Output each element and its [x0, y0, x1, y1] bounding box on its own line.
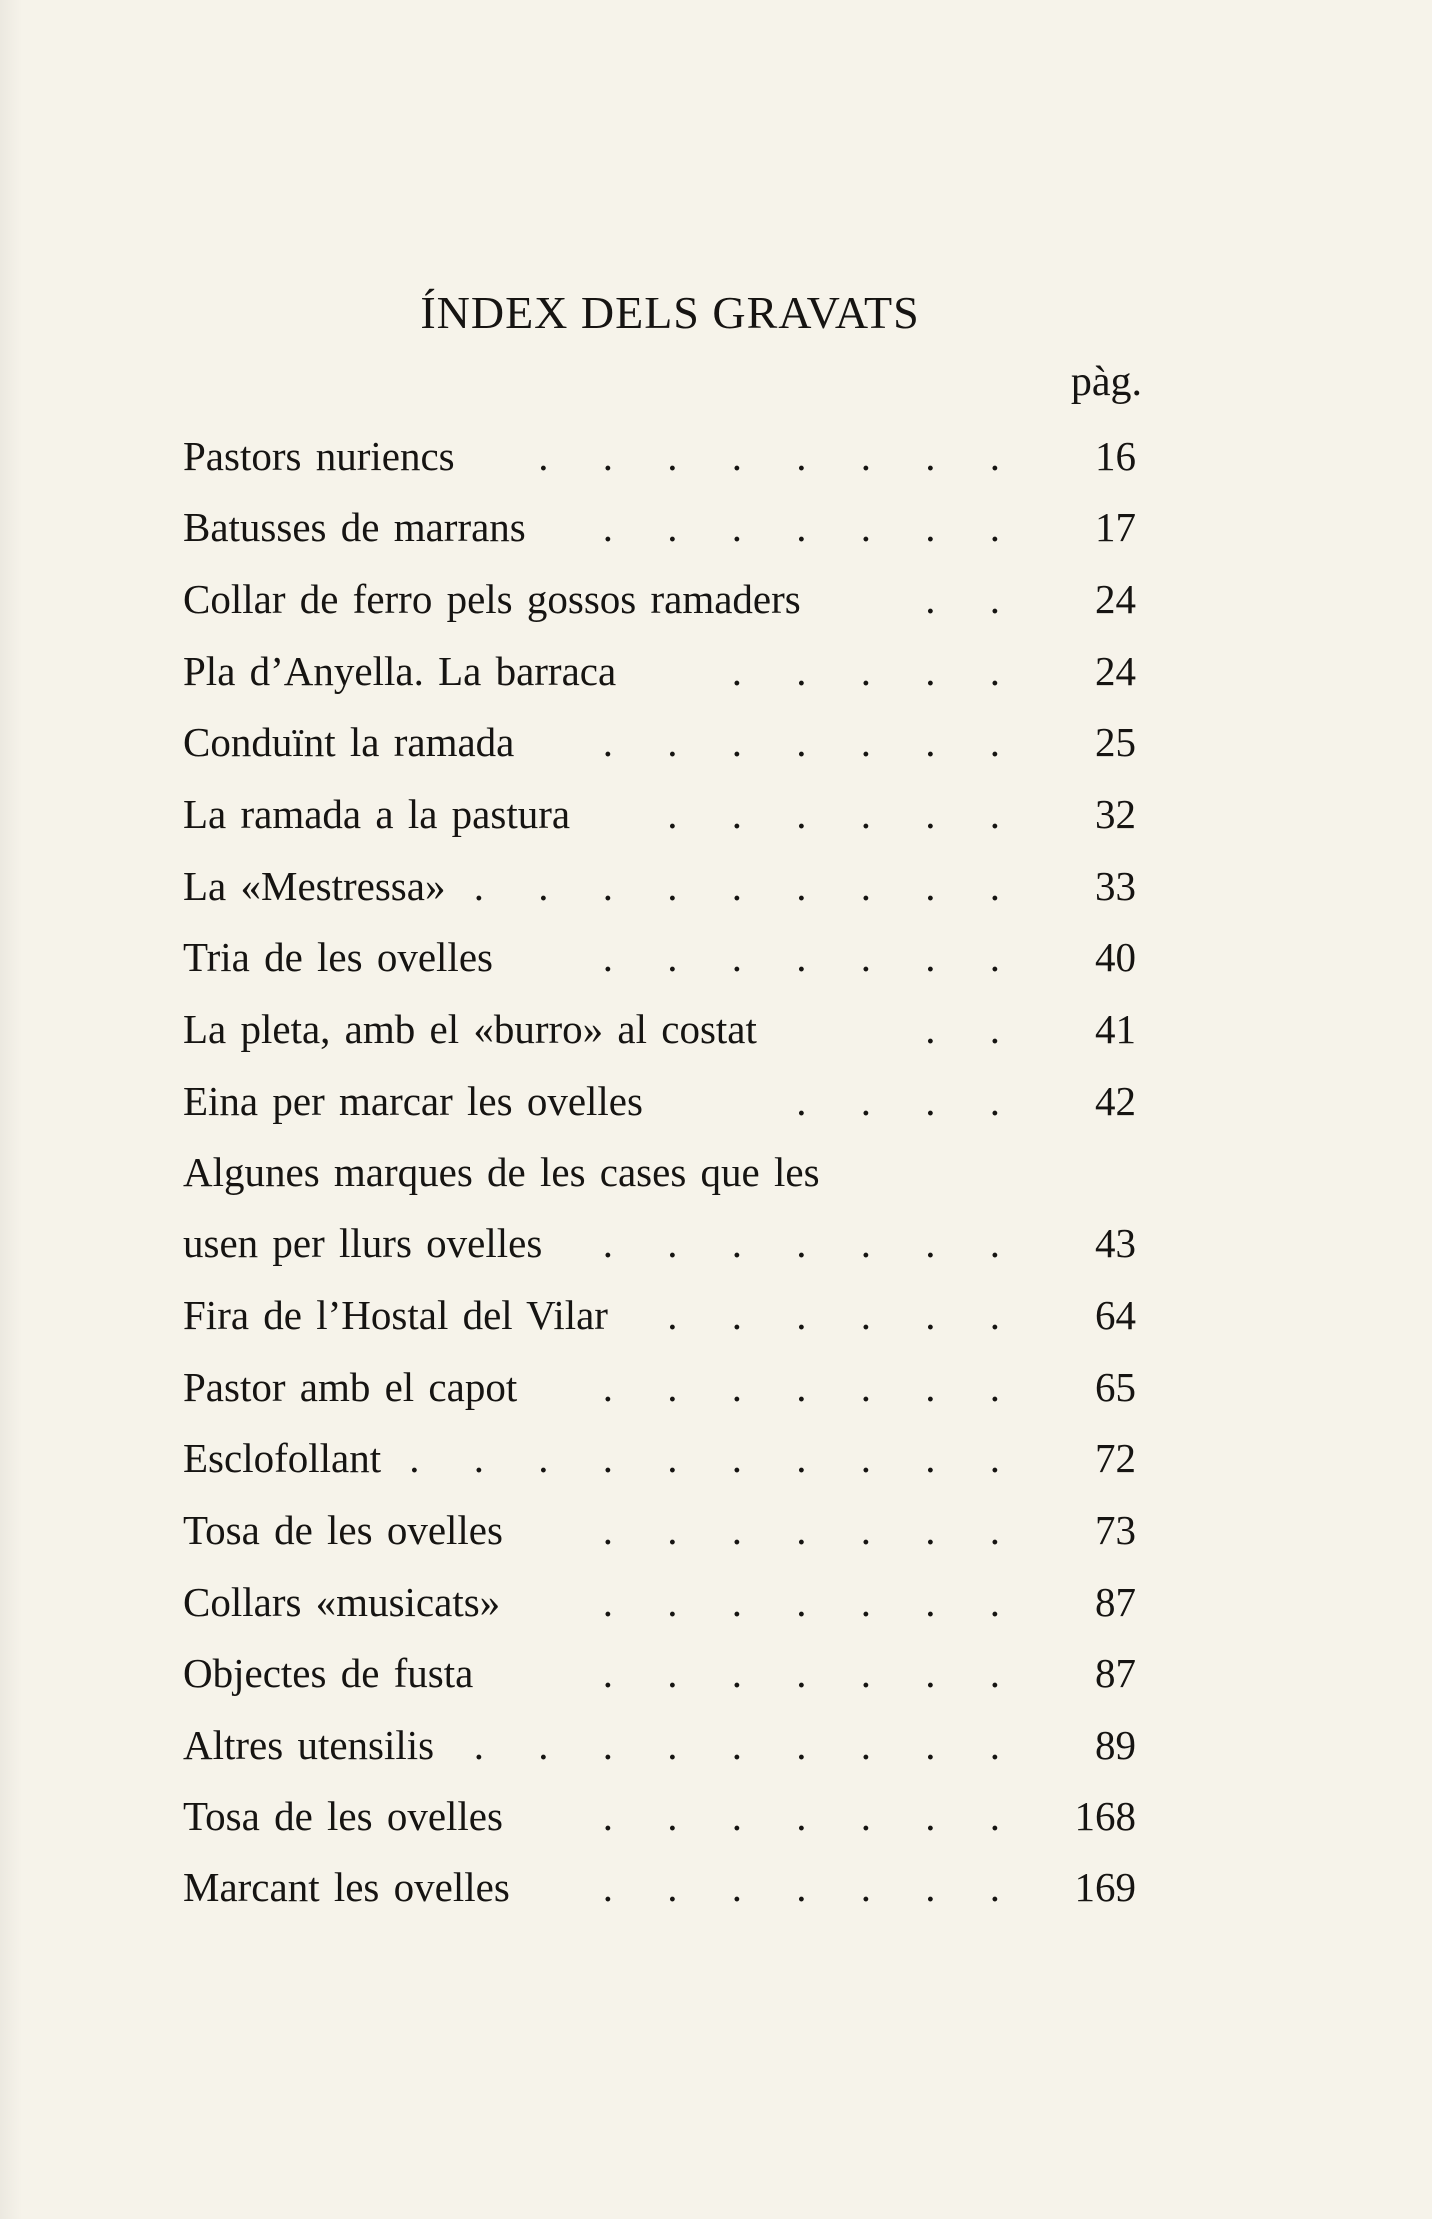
index-entry: [0, 1428, 1432, 1488]
page-title: ÍNDEX DELS GRAVATS: [420, 287, 920, 338]
entry-title: Esclofollant: [183, 1435, 382, 1481]
index-entry: [0, 641, 1432, 701]
entry-page-number: 24: [1095, 576, 1136, 622]
dot-leader: . . . . .: [731, 648, 1022, 694]
entry-title: Algunes marques de les cases que les: [183, 1149, 820, 1195]
entry-title: Collars «musicats»: [183, 1579, 501, 1625]
dot-leader: . . . .: [796, 1078, 1022, 1124]
entry-page-number: 87: [1095, 1650, 1136, 1696]
entry-title: La «Mestressa»: [183, 863, 446, 909]
index-entry: [0, 1643, 1432, 1703]
dot-leader: . .: [925, 576, 1022, 622]
index-entry: [0, 1071, 1432, 1131]
entry-page-number: 17: [1095, 504, 1136, 550]
index-entry: [0, 426, 1432, 486]
index-entry: [0, 1142, 1432, 1202]
entry-title: Objectes de fusta: [183, 1650, 474, 1696]
dot-leader: . . . . . . .: [602, 934, 1022, 980]
index-entry: [0, 1572, 1432, 1632]
entry-page-number: 169: [1074, 1864, 1136, 1910]
index-entry: [0, 569, 1432, 629]
dot-leader: . . . . . . .: [602, 1220, 1022, 1266]
dot-leader: . . . . . . . . .: [473, 1722, 1022, 1768]
entry-title: Altres utensilis: [183, 1722, 435, 1768]
entry-page-number: 65: [1095, 1364, 1136, 1410]
index-entry: [0, 1357, 1432, 1417]
dot-leader: . . . . . . .: [602, 1793, 1022, 1839]
index-entry: [0, 1857, 1432, 1917]
index-entry: [0, 1715, 1432, 1775]
entry-title: Tosa de les ovelles: [183, 1507, 503, 1553]
dot-leader: . . . . . .: [667, 791, 1022, 837]
entry-page-number: 16: [1095, 433, 1136, 479]
index-entry: [0, 1285, 1432, 1345]
entry-title: La pleta, amb el «burro» al costat: [183, 1006, 757, 1052]
index-entry: [0, 497, 1432, 557]
dot-leader: . . . . . . . .: [538, 433, 1022, 479]
entry-title: Pastors nuriencs: [183, 433, 455, 479]
dot-leader: . .: [925, 1006, 1022, 1052]
dot-leader: . . . . . . .: [602, 1650, 1022, 1696]
index-entry: [0, 999, 1432, 1059]
index-entry: [0, 1500, 1432, 1560]
dot-leader: . . . . . . .: [602, 1579, 1022, 1625]
dot-leader: . . . . . .: [667, 1292, 1022, 1338]
entry-page-number: 41: [1095, 1006, 1136, 1052]
entry-title: Pastor amb el capot: [183, 1364, 518, 1410]
index-entry: [0, 927, 1432, 987]
dot-leader: . . . . . . .: [602, 719, 1022, 765]
entry-page-number: 73: [1095, 1507, 1136, 1553]
index-entry: [0, 784, 1432, 844]
dot-leader: . . . . . . .: [602, 1364, 1022, 1410]
entry-page-number: 33: [1095, 863, 1136, 909]
entry-title: Fira de l’Hostal del Vilar: [183, 1292, 608, 1338]
entry-page-number: 72: [1095, 1435, 1136, 1481]
entry-title: usen per llurs ovelles: [183, 1220, 543, 1266]
page-column-label: pàg.: [1070, 359, 1142, 405]
entry-title: Conduïnt la ramada: [183, 719, 515, 765]
entry-title: Collar de ferro pels gossos ramaders: [183, 576, 801, 622]
dot-leader: . . . . . . .: [602, 1507, 1022, 1553]
entry-page-number: 43: [1095, 1220, 1136, 1266]
entry-page-number: 89: [1095, 1722, 1136, 1768]
entry-page-number: 32: [1095, 791, 1136, 837]
dot-leader: . . . . . . .: [602, 504, 1022, 550]
dot-leader: . . . . . . . . . .: [409, 1435, 1022, 1481]
index-entry: [0, 712, 1432, 772]
entry-page-number: 40: [1095, 934, 1136, 980]
entry-title: Eina per marcar les ovelles: [183, 1078, 643, 1124]
entry-title: Tria de les ovelles: [183, 934, 493, 980]
entry-title: La ramada a la pastura: [183, 791, 571, 837]
entry-title: Batusses de marrans: [183, 504, 526, 550]
dot-leader: . . . . . . . . .: [473, 863, 1022, 909]
index-entry: [0, 856, 1432, 916]
index-entry: [0, 1786, 1432, 1846]
dot-leader: . . . . . . .: [602, 1864, 1022, 1910]
entry-page-number: 64: [1095, 1292, 1136, 1338]
entry-page-number: 168: [1074, 1793, 1136, 1839]
entry-title: Pla d’Anyella. La barraca: [183, 648, 617, 694]
entry-page-number: 25: [1095, 719, 1136, 765]
entry-page-number: 24: [1095, 648, 1136, 694]
entry-title: Tosa de les ovelles: [183, 1793, 503, 1839]
index-entry: [0, 1213, 1432, 1273]
entry-title: Marcant les ovelles: [183, 1864, 510, 1910]
entry-page-number: 42: [1095, 1078, 1136, 1124]
entry-page-number: 87: [1095, 1579, 1136, 1625]
